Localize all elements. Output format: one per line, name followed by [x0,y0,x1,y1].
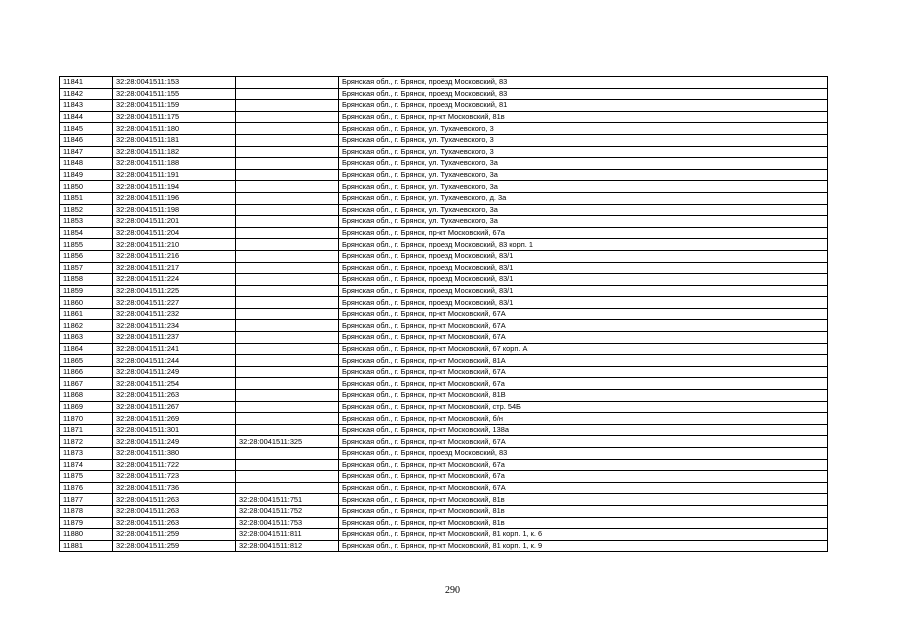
parent-cadastral-number-cell: 32:28:0041511:812 [236,540,339,552]
cadastral-number-cell: 32:28:0041511:210 [113,239,236,251]
address-cell: Брянская обл., г. Брянск, пр-кт Московский, 67А [339,436,828,448]
cadastral-number-cell: 32:28:0041511:224 [113,274,236,286]
table-body [60,77,828,552]
address-cell: Брянская обл., г. Брянск, ул. Тухачевского, 3 [339,123,828,135]
cadastral-number-cell: 32:28:0041511:244 [113,355,236,367]
row-number-cell: 11875 [60,471,113,483]
table-row [60,123,828,135]
table-row [60,390,828,402]
cadastral-number-cell: 32:28:0041511:254 [113,378,236,390]
parent-cadastral-number-cell [236,401,339,413]
table-row [60,100,828,112]
cadastral-number-cell: 32:28:0041511:217 [113,262,236,274]
parent-cadastral-number-cell: 32:28:0041511:325 [236,436,339,448]
cadastral-number-cell: 32:28:0041511:722 [113,459,236,471]
table-row [60,482,828,494]
table-row [60,297,828,309]
address-cell: Брянская обл., г. Брянск, пр-кт Московский, 81В [339,390,828,402]
parent-cadastral-number-cell [236,285,339,297]
parent-cadastral-number-cell [236,146,339,158]
table-row [60,227,828,239]
parent-cadastral-number-cell [236,274,339,286]
parent-cadastral-number-cell [236,204,339,216]
address-cell: Брянская обл., г. Брянск, проезд Московский, 83/1 [339,297,828,309]
row-number-cell: 11854 [60,227,113,239]
table-row [60,274,828,286]
cadastral-number-cell: 32:28:0041511:227 [113,297,236,309]
address-cell: Брянская обл., г. Брянск, пр-кт Московский, 81А [339,355,828,367]
table-row [60,134,828,146]
cadastral-number-cell: 32:28:0041511:241 [113,343,236,355]
cadastral-number-cell: 32:28:0041511:196 [113,192,236,204]
parent-cadastral-number-cell [236,192,339,204]
row-number-cell: 11855 [60,239,113,251]
cadastral-number-cell: 32:28:0041511:191 [113,169,236,181]
cadastral-number-cell: 32:28:0041511:263 [113,390,236,402]
address-cell: Брянская обл., г. Брянск, ул. Тухачевского, 3а [339,158,828,170]
row-number-cell: 11873 [60,448,113,460]
table-row [60,169,828,181]
row-number-cell: 11856 [60,250,113,262]
address-cell: Брянская обл., г. Брянск, пр-кт Московский, 81 корп. 1, к. 9 [339,540,828,552]
parent-cadastral-number-cell [236,134,339,146]
table-row [60,332,828,344]
table-row [60,413,828,425]
parent-cadastral-number-cell [236,297,339,309]
address-cell: Брянская обл., г. Брянск, пр-кт Московский, 67А [339,332,828,344]
address-cell: Брянская обл., г. Брянск, проезд Московский, 81 [339,100,828,112]
cadastral-number-cell: 32:28:0041511:301 [113,424,236,436]
parent-cadastral-number-cell [236,308,339,320]
address-cell: Брянская обл., г. Брянск, пр-кт Московский, 67а [339,227,828,239]
table-row [60,424,828,436]
address-cell: Брянская обл., г. Брянск, проезд Московский, 83/1 [339,250,828,262]
cadastral-number-cell: 32:28:0041511:259 [113,529,236,541]
address-cell: Брянская обл., г. Брянск, пр-кт Московский, 138а [339,424,828,436]
address-cell: Брянская обл., г. Брянск, проезд Московский, 83 [339,448,828,460]
row-number-cell: 11878 [60,505,113,517]
address-cell: Брянская обл., г. Брянск, пр-кт Московский, 67А [339,320,828,332]
cadastral-number-cell: 32:28:0041511:736 [113,482,236,494]
address-cell: Брянская обл., г. Брянск, ул. Тухачевского, 3а [339,204,828,216]
parent-cadastral-number-cell [236,366,339,378]
table-row [60,204,828,216]
cadastral-number-cell: 32:28:0041511:204 [113,227,236,239]
row-number-cell: 11864 [60,343,113,355]
address-cell: Брянская обл., г. Брянск, пр-кт Московский, 81в [339,494,828,506]
parent-cadastral-number-cell [236,390,339,402]
row-number-cell: 11857 [60,262,113,274]
parent-cadastral-number-cell [236,262,339,274]
parent-cadastral-number-cell: 32:28:0041511:752 [236,505,339,517]
parent-cadastral-number-cell [236,378,339,390]
cadastral-number-cell: 32:28:0041511:259 [113,540,236,552]
cadastral-number-cell: 32:28:0041511:263 [113,517,236,529]
parent-cadastral-number-cell [236,239,339,251]
address-cell: Брянская обл., г. Брянск, пр-кт Московский, 81в [339,505,828,517]
cadastral-number-cell: 32:28:0041511:263 [113,505,236,517]
cadastral-number-cell: 32:28:0041511:225 [113,285,236,297]
cadastral-number-cell: 32:28:0041511:188 [113,158,236,170]
row-number-cell: 11848 [60,158,113,170]
parent-cadastral-number-cell [236,448,339,460]
table-row [60,355,828,367]
cadastral-number-cell: 32:28:0041511:216 [113,250,236,262]
table-row [60,158,828,170]
row-number-cell: 11881 [60,540,113,552]
cadastral-number-cell: 32:28:0041511:159 [113,100,236,112]
address-cell: Брянская обл., г. Брянск, пр-кт Московский, 67А [339,366,828,378]
parent-cadastral-number-cell [236,413,339,425]
row-number-cell: 11843 [60,100,113,112]
table-row [60,448,828,460]
parent-cadastral-number-cell [236,482,339,494]
cadastral-number-cell: 32:28:0041511:198 [113,204,236,216]
table-row [60,494,828,506]
parent-cadastral-number-cell [236,320,339,332]
parent-cadastral-number-cell [236,181,339,193]
parent-cadastral-number-cell [236,471,339,483]
parent-cadastral-number-cell [236,343,339,355]
table-row [60,146,828,158]
parent-cadastral-number-cell [236,100,339,112]
row-number-cell: 11863 [60,332,113,344]
cadastral-number-cell: 32:28:0041511:175 [113,111,236,123]
parent-cadastral-number-cell [236,227,339,239]
parent-cadastral-number-cell [236,88,339,100]
address-cell: Брянская обл., г. Брянск, пр-кт Московский, 81в [339,517,828,529]
row-number-cell: 11842 [60,88,113,100]
parent-cadastral-number-cell [236,355,339,367]
table-row [60,540,828,552]
address-cell: Брянская обл., г. Брянск, проезд Московский, 83 корп. 1 [339,239,828,251]
row-number-cell: 11868 [60,390,113,402]
row-number-cell: 11866 [60,366,113,378]
row-number-cell: 11872 [60,436,113,448]
table-row [60,181,828,193]
address-cell: Брянская обл., г. Брянск, проезд Московский, 83/1 [339,285,828,297]
cadastral-number-cell: 32:28:0041511:232 [113,308,236,320]
address-cell: Брянская обл., г. Брянск, ул. Тухачевского, д. 3а [339,192,828,204]
row-number-cell: 11869 [60,401,113,413]
page-number: 290 [445,585,460,596]
parent-cadastral-number-cell [236,169,339,181]
cadastral-number-cell: 32:28:0041511:153 [113,77,236,89]
row-number-cell: 11859 [60,285,113,297]
row-number-cell: 11861 [60,308,113,320]
cadastral-number-cell: 32:28:0041511:180 [113,123,236,135]
row-number-cell: 11852 [60,204,113,216]
cadastral-number-cell: 32:28:0041511:194 [113,181,236,193]
table-row [60,216,828,228]
table-row [60,343,828,355]
row-number-cell: 11858 [60,274,113,286]
address-cell: Брянская обл., г. Брянск, ул. Тухачевского, 3а [339,169,828,181]
row-number-cell: 11850 [60,181,113,193]
parent-cadastral-number-cell [236,111,339,123]
cadastral-number-cell: 32:28:0041511:155 [113,88,236,100]
parent-cadastral-number-cell [236,424,339,436]
address-cell: Брянская обл., г. Брянск, ул. Тухачевского, 3а [339,216,828,228]
table-row [60,529,828,541]
table-row [60,285,828,297]
parent-cadastral-number-cell [236,332,339,344]
parent-cadastral-number-cell [236,123,339,135]
table-row [60,366,828,378]
row-number-cell: 11876 [60,482,113,494]
parent-cadastral-number-cell [236,250,339,262]
cadastral-number-cell: 32:28:0041511:263 [113,494,236,506]
row-number-cell: 11851 [60,192,113,204]
address-cell: Брянская обл., г. Брянск, ул. Тухачевского, 3 [339,134,828,146]
table-row [60,239,828,251]
address-cell: Брянская обл., г. Брянск, проезд Московский, 83/1 [339,262,828,274]
address-cell: Брянская обл., г. Брянск, пр-кт Московский, 67 корп. А [339,343,828,355]
row-number-cell: 11844 [60,111,113,123]
parent-cadastral-number-cell [236,216,339,228]
table-row [60,459,828,471]
table-row [60,262,828,274]
address-cell: Брянская обл., г. Брянск, пр-кт Московский, 81 корп. 1, к. 6 [339,529,828,541]
row-number-cell: 11841 [60,77,113,89]
address-cell: Брянская обл., г. Брянск, пр-кт Московский, 67а [339,471,828,483]
parent-cadastral-number-cell [236,158,339,170]
row-number-cell: 11846 [60,134,113,146]
address-cell: Брянская обл., г. Брянск, проезд Московский, 83 [339,88,828,100]
address-cell: Брянская обл., г. Брянск, пр-кт Московский, 67а [339,459,828,471]
row-number-cell: 11847 [60,146,113,158]
table-row [60,111,828,123]
cadastral-number-cell: 32:28:0041511:182 [113,146,236,158]
cadastral-number-cell: 32:28:0041511:201 [113,216,236,228]
row-number-cell: 11845 [60,123,113,135]
address-cell: Брянская обл., г. Брянск, пр-кт Московский, 81в [339,111,828,123]
cadastral-number-cell: 32:28:0041511:723 [113,471,236,483]
row-number-cell: 11870 [60,413,113,425]
row-number-cell: 11871 [60,424,113,436]
cadastral-number-cell: 32:28:0041511:181 [113,134,236,146]
table-row [60,401,828,413]
address-cell: Брянская обл., г. Брянск, ул. Тухачевского, 3 [339,146,828,158]
row-number-cell: 11867 [60,378,113,390]
row-number-cell: 11877 [60,494,113,506]
address-cell: Брянская обл., г. Брянск, ул. Тухачевского, 3а [339,181,828,193]
parent-cadastral-number-cell: 32:28:0041511:811 [236,529,339,541]
cadastral-number-cell: 32:28:0041511:237 [113,332,236,344]
address-cell: Брянская обл., г. Брянск, проезд Московский, 83 [339,77,828,89]
address-cell: Брянская обл., г. Брянск, пр-кт Московский, 67А [339,308,828,320]
table-row [60,88,828,100]
address-cell: Брянская обл., г. Брянск, пр-кт Московский, б/н [339,413,828,425]
row-number-cell: 11880 [60,529,113,541]
table-row [60,436,828,448]
table-row [60,505,828,517]
table-row [60,77,828,89]
table-row [60,517,828,529]
parent-cadastral-number-cell: 32:28:0041511:753 [236,517,339,529]
table-row [60,471,828,483]
table-row [60,320,828,332]
parent-cadastral-number-cell [236,77,339,89]
table-row [60,192,828,204]
cadastral-number-cell: 32:28:0041511:234 [113,320,236,332]
cadastral-registry-table [59,76,828,552]
table-row [60,250,828,262]
row-number-cell: 11853 [60,216,113,228]
row-number-cell: 11849 [60,169,113,181]
cadastral-number-cell: 32:28:0041511:267 [113,401,236,413]
address-cell: Брянская обл., г. Брянск, проезд Московский, 83/1 [339,274,828,286]
address-cell: Брянская обл., г. Брянск, пр-кт Московский, 67а [339,378,828,390]
row-number-cell: 11862 [60,320,113,332]
cadastral-number-cell: 32:28:0041511:249 [113,366,236,378]
table-row [60,308,828,320]
row-number-cell: 11879 [60,517,113,529]
row-number-cell: 11874 [60,459,113,471]
cadastral-number-cell: 32:28:0041511:249 [113,436,236,448]
row-number-cell: 11865 [60,355,113,367]
cadastral-number-cell: 32:28:0041511:269 [113,413,236,425]
address-cell: Брянская обл., г. Брянск, пр-кт Московский, стр. 54Б [339,401,828,413]
parent-cadastral-number-cell [236,459,339,471]
parent-cadastral-number-cell: 32:28:0041511:751 [236,494,339,506]
table-row [60,378,828,390]
row-number-cell: 11860 [60,297,113,309]
address-cell: Брянская обл., г. Брянск, пр-кт Московский, 67А [339,482,828,494]
cadastral-number-cell: 32:28:0041511:380 [113,448,236,460]
